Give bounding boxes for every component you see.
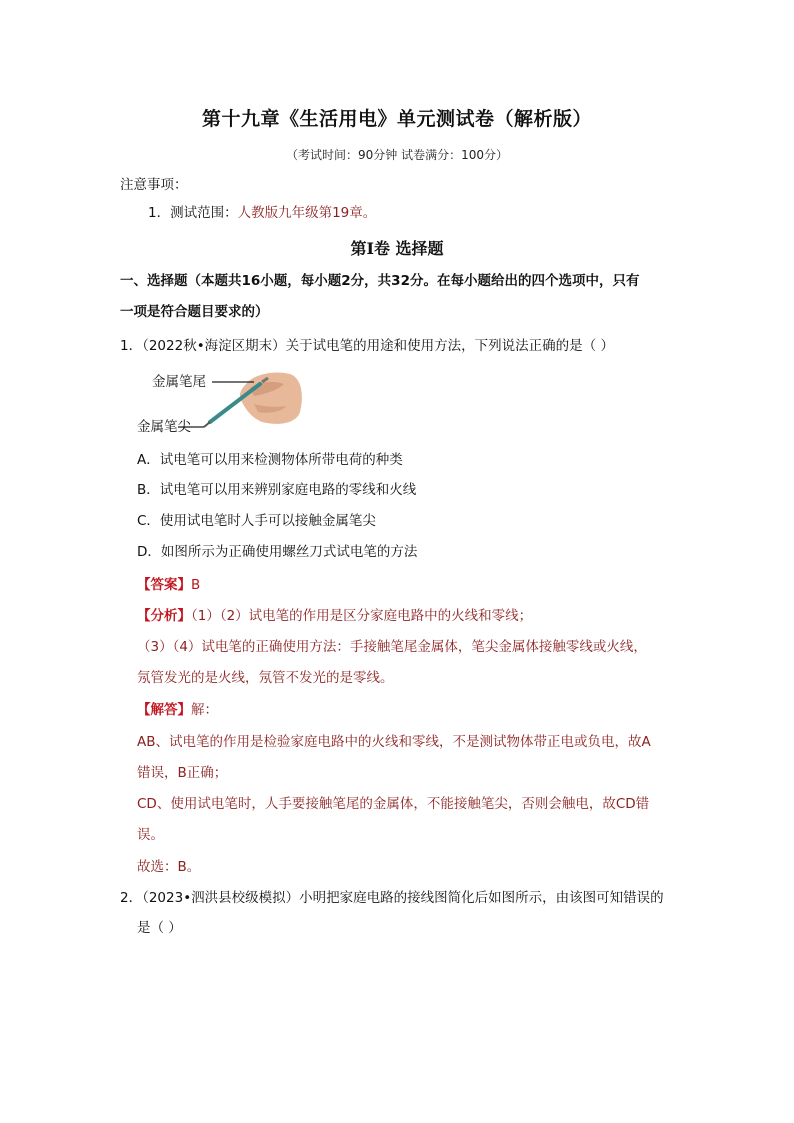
solution-line <box>137 700 218 720</box>
analysis-text-1: （1）（2）试电笔的作用是区分家庭电路中的火线和零线； <box>191 608 533 624</box>
answer-line <box>137 575 200 595</box>
part1-instructions-line2: 一项是符合题目要求的） <box>120 304 269 320</box>
solution-text-3: CD、使用试电笔时，人手要接触笔尾的金属体，不能接触笔尖，否则会触电，故CD错 <box>137 796 650 812</box>
question-2-stem-line2: 是（ ） <box>137 920 182 936</box>
notice-item-1-prefix: 1．测试范围： <box>148 205 238 221</box>
option-c: C．使用试电笔时人手可以接触金属笔尖 <box>137 513 376 529</box>
option-d: D．如图所示为正确使用螺丝刀式试电笔的方法 <box>137 544 418 560</box>
analysis-line-1 <box>137 606 532 626</box>
notice-heading: 注意事项： <box>120 177 188 193</box>
label-metal-tip: 金属笔尖 <box>137 419 191 435</box>
solution-text-4: 误。 <box>137 827 164 843</box>
notice-item-1 <box>148 203 376 223</box>
page-title: 第十九章《生活用电》单元测试卷（解析版） <box>201 108 592 130</box>
option-a: A．试电笔可以用来检测物体所带电荷的种类 <box>137 452 403 468</box>
question-1-stem: 1．（2022秋•海淀区期末）关于试电笔的用途和使用方法，下列说法正确的是（ ） <box>120 338 614 354</box>
label-metal-tail: 金属笔尾 <box>152 374 206 390</box>
solution-text-2: 错误，B正确； <box>137 765 228 781</box>
solution-conclusion: 故选：B。 <box>137 859 201 875</box>
analysis-line-3: 氖管发光的是火线，氖管不发光的是零线。 <box>137 670 394 686</box>
exam-info: （考试时间：90分钟 试卷满分：100分） <box>286 148 508 162</box>
solution-prefix: 解： <box>191 702 218 718</box>
analysis-tag: 【分析】 <box>137 608 191 624</box>
analysis-line-2: （3）（4）试电笔的正确使用方法：手接触笔尾金属体，笔尖金属体接触零线或火线， <box>137 639 647 655</box>
option-b: B．试电笔可以用来辨别家庭电路的零线和火线 <box>137 482 417 498</box>
solution-text-1: AB、试电笔的作用是检验家庭电路中的火线和零线，不是测试物体带正电或负电，故A <box>137 734 651 750</box>
solution-tag: 【解答】 <box>137 702 191 718</box>
part1-instructions-line1: 一、选择题（本题共16小题，每小题2分，共32分。在每小题给出的四个选项中，只有 <box>120 273 640 289</box>
section-title: 第Ⅰ卷 选择题 <box>350 239 444 258</box>
notice-item-1-scope: 人教版九年级第19章。 <box>237 205 377 221</box>
answer-value: B <box>191 577 201 593</box>
answer-tag: 【答案】 <box>137 577 191 593</box>
question-2-stem-line1: 2．（2023•泗洪县校级模拟）小明把家庭电路的接线图简化后如图所示，由该图可知错误的 <box>120 890 664 906</box>
